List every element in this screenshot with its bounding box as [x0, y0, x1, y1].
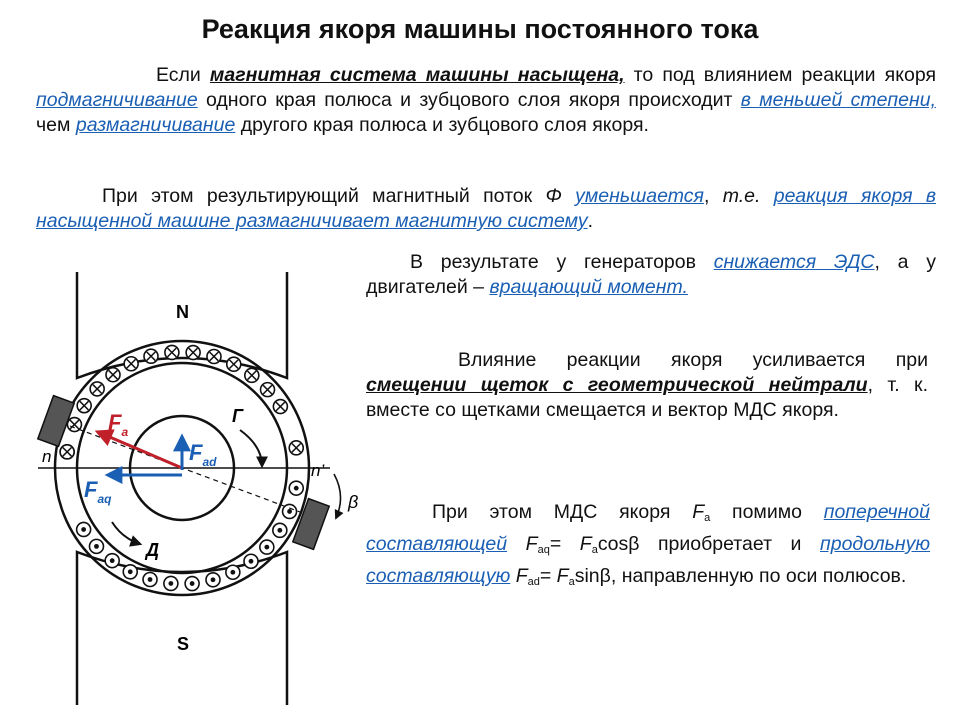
flux-symbol: Φ — [545, 185, 562, 207]
label-motor: Д — [146, 540, 159, 560]
conductor-into-page-icon — [289, 441, 303, 455]
conductor-into-page-icon — [90, 382, 104, 396]
conductor-out-of-page-icon — [244, 554, 258, 568]
label-beta: β — [348, 492, 359, 512]
paragraph-brush-shift: Влияние реакции якоря усиливается при смещении щеток с геометрической нейтрали, т. к. вместе со щетками смещается и вектор МДС якоря. — [366, 349, 928, 421]
pole-s — [77, 552, 287, 705]
armature-reaction-diagram — [0, 255, 380, 720]
conductor-into-page-icon — [124, 357, 138, 371]
link-decreases[interactable]: уменьшается — [575, 185, 704, 207]
conductor-into-page-icon — [227, 357, 241, 371]
link-longitudinal-component[interactable]: продольную составляющую — [366, 533, 931, 587]
conductor-out-of-page-icon — [185, 577, 199, 591]
conductor-out-of-page-icon — [77, 522, 91, 536]
page-title: Реакция якоря машины постоянного тока — [201, 14, 759, 44]
term-brush-shift: смещении щеток с геометрической нейтрали — [366, 374, 868, 396]
link-demagnetizes-system[interactable]: реакция якоря в насыщенной машине размагничивает магнитную систему — [36, 185, 937, 232]
conductor-out-of-page-icon — [105, 554, 119, 568]
label-pole-s: S — [177, 634, 190, 654]
conductor-into-page-icon — [60, 445, 74, 459]
conductor-into-page-icon — [186, 346, 200, 360]
paragraph-components: При этом МДС якоря $F_a$ помимо поперечной составляющей $F_{aq}= F_a\cos\beta$ приобретает и продольную составляющую $F_{ad}= F_a\sin\beta$, направленную по оси полюсов. — [366, 501, 931, 588]
conductor-out-of-page-icon — [226, 565, 240, 579]
conductor-into-page-icon — [261, 383, 275, 397]
conductor-out-of-page-icon — [260, 540, 274, 554]
link-torque[interactable]: вращающий момент. — [489, 276, 688, 298]
conductor-out-of-page-icon — [289, 481, 303, 495]
label-fa: $F_a$ — [108, 410, 129, 439]
link-transverse-component[interactable]: поперечной составляющей — [366, 501, 930, 555]
label-generator: Г — [232, 406, 244, 426]
label-faq: $F_{aq}$ — [84, 477, 112, 506]
rotation-arrow-generator — [240, 430, 262, 466]
paragraph-consequences: В результате у генераторов снижается ЭДС, а у двигателей – вращающий момент. — [366, 251, 936, 298]
link-magnetization[interactable]: подмагничивание — [36, 89, 198, 111]
conductor-out-of-page-icon — [273, 523, 287, 537]
beta-arc — [334, 474, 341, 518]
conductor-into-page-icon — [207, 349, 221, 363]
link-demagnetization[interactable]: размагничивание — [75, 114, 236, 136]
conductor-into-page-icon — [106, 368, 120, 382]
label-n-left: n — [42, 447, 52, 466]
paragraph-resulting-flux: При этом результирующий магнитный поток Φ уменьшается, т.е. реакция якоря в насыщенной машине размагничивает магнитную систему. — [36, 185, 937, 232]
conductor-into-page-icon — [273, 400, 287, 414]
conductor-into-page-icon — [245, 368, 259, 382]
conductor-out-of-page-icon — [89, 539, 103, 553]
conductor-out-of-page-icon — [143, 573, 157, 587]
conductor-into-page-icon — [165, 345, 179, 359]
rotation-arrow-motor — [112, 522, 140, 544]
conductor-out-of-page-icon — [206, 573, 220, 587]
conductor-out-of-page-icon — [123, 565, 137, 579]
label-pole-n: N — [176, 302, 189, 322]
conductor-into-page-icon — [77, 399, 91, 413]
term-saturated-system: магнитная система машины насыщена, — [209, 64, 625, 86]
brush-right — [293, 499, 329, 550]
label-fad: $F_{ad}$ — [189, 440, 217, 469]
conductor-into-page-icon — [144, 349, 158, 363]
link-lesser-degree[interactable]: в меньшей степени, — [740, 89, 936, 111]
conductor-out-of-page-icon — [164, 576, 178, 590]
link-emf-decrease[interactable]: снижается ЭДС — [713, 251, 875, 273]
label-n-right: n’ — [311, 461, 325, 480]
paragraph-saturation: Если магнитная система машины насыщена, то под влиянием реакции якоря подмагничивание одного края полюса и зубцового слоя якоря происходит в меньшей степени, чем размагничивание другого края полюса и зубцового слоя якоря. — [36, 64, 937, 136]
